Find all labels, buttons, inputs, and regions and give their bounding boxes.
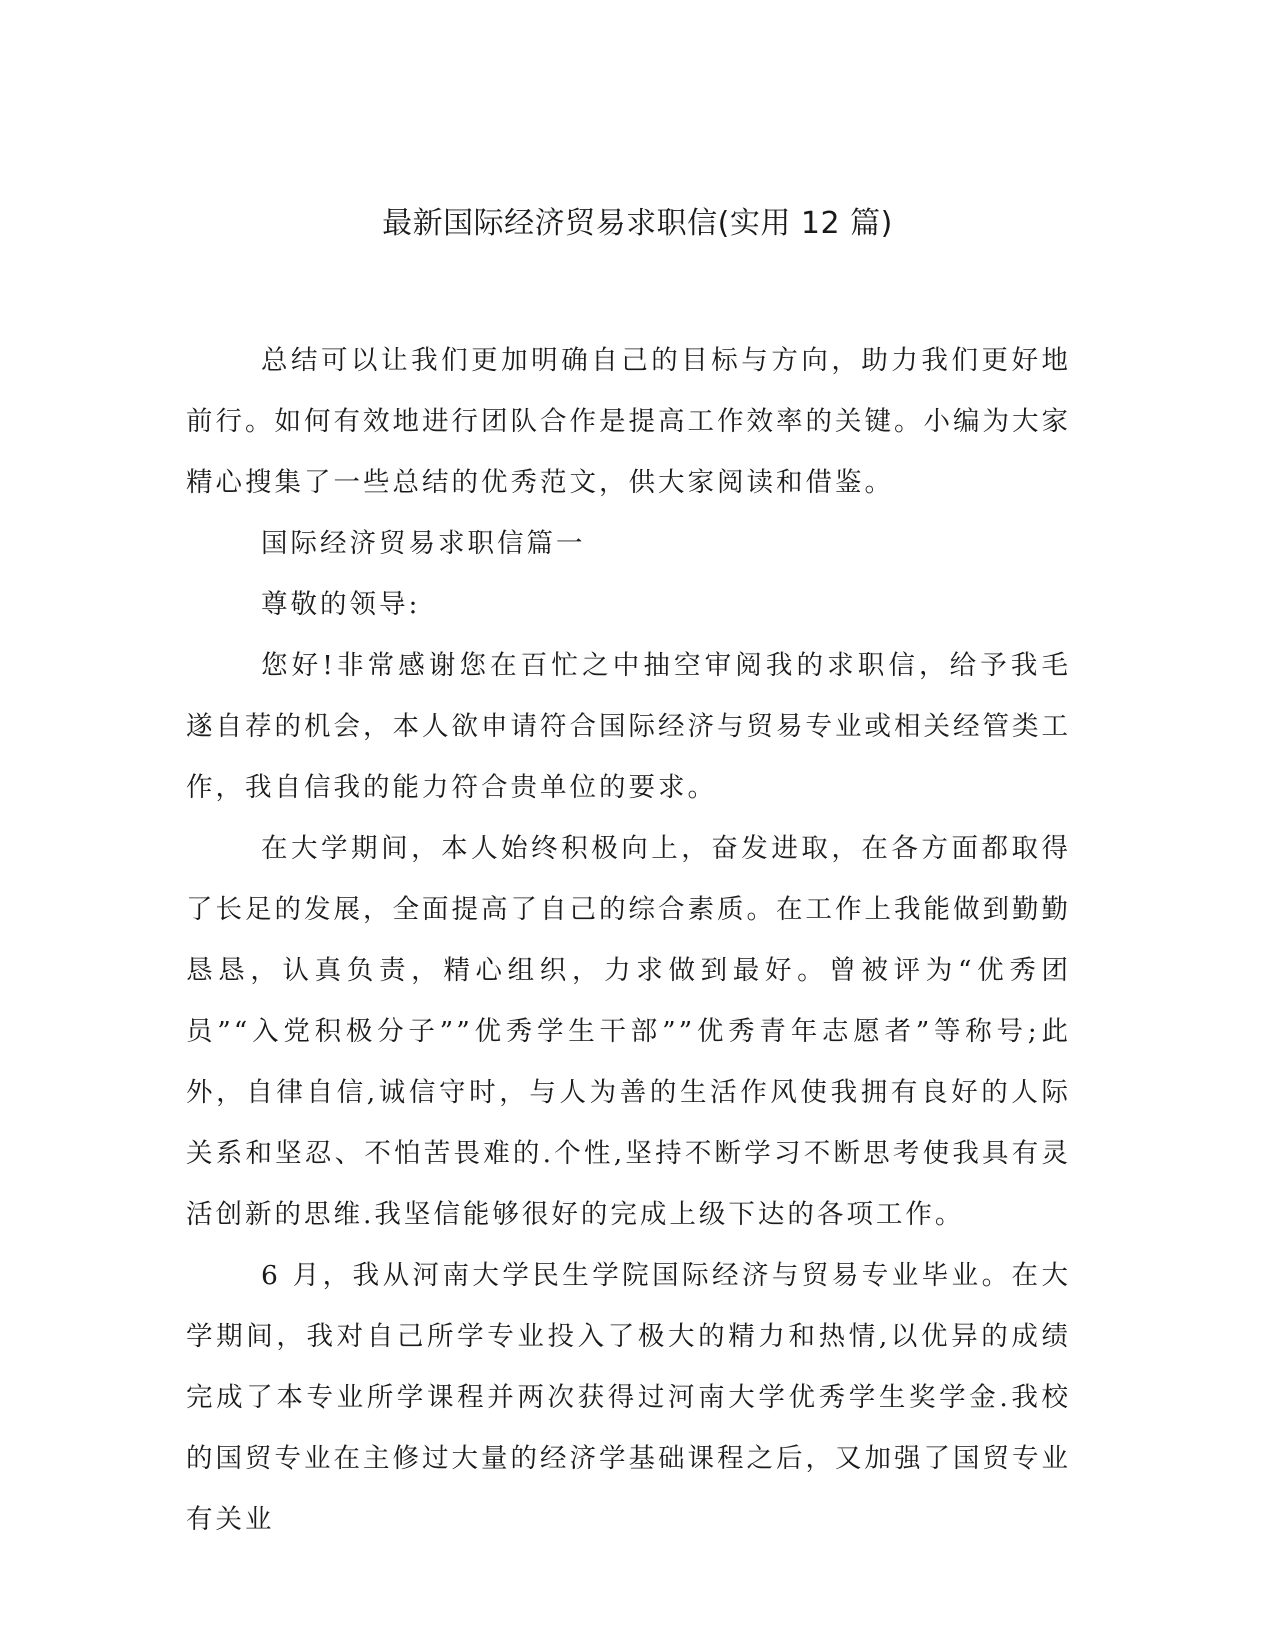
graduation-paragraph: 6 月，我从河南大学民生学院国际经济与贸易专业毕业。在大学期间，我对自己所学专业投入了极大的精力和热情,以优异的成绩完成了本专业所学课程并两次获得过河南大学优秀学生奖学金.我校的国贸专业在主修过大量的经济学基础课程之后，又加强了国贸专业有关业 [186,1260,1071,1535]
document-body [186,330,1071,1550]
university-paragraph: 在大学期间，本人始终积极向上，奋发进取，在各方面都取得了长足的发展，全面提高了自己的综合素质。在工作上我能做到勤勤恳恳，认真负责，精心组织，力求做到最好。曾被评为“优秀团员”“入党积极分子””优秀学生干部””优秀青年志愿者”等称号;此外，自律自信,诚信守时，与人为善的生活作风使我拥有良好的人际关系和坚忍、不怕苦畏难的.个性,坚持不断学习不断思考使我具有灵活创新的思维.我坚信能够很好的完成上级下达的各项工作。 [186,833,1071,1230]
document-title: 最新国际经济贸易求职信(实用 12 篇) [382,206,893,241]
salutation: 尊敬的领导: [261,589,421,620]
section-heading: 国际经济贸易求职信篇一 [261,528,586,559]
greeting-paragraph: 您好!非常感谢您在百忙之中抽空审阅我的求职信，给予我毛遂自荐的机会，本人欲申请符合国际经济与贸易专业或相关经管类工作，我自信我的能力符合贵单位的要求。 [186,650,1071,803]
intro-paragraph: 总结可以让我们更加明确自己的目标与方向，助力我们更好地前行。如何有效地进行团队合作是提高工作效率的关键。小编为大家精心搜集了一些总结的优秀范文，供大家阅读和借鉴。 [186,345,1071,498]
